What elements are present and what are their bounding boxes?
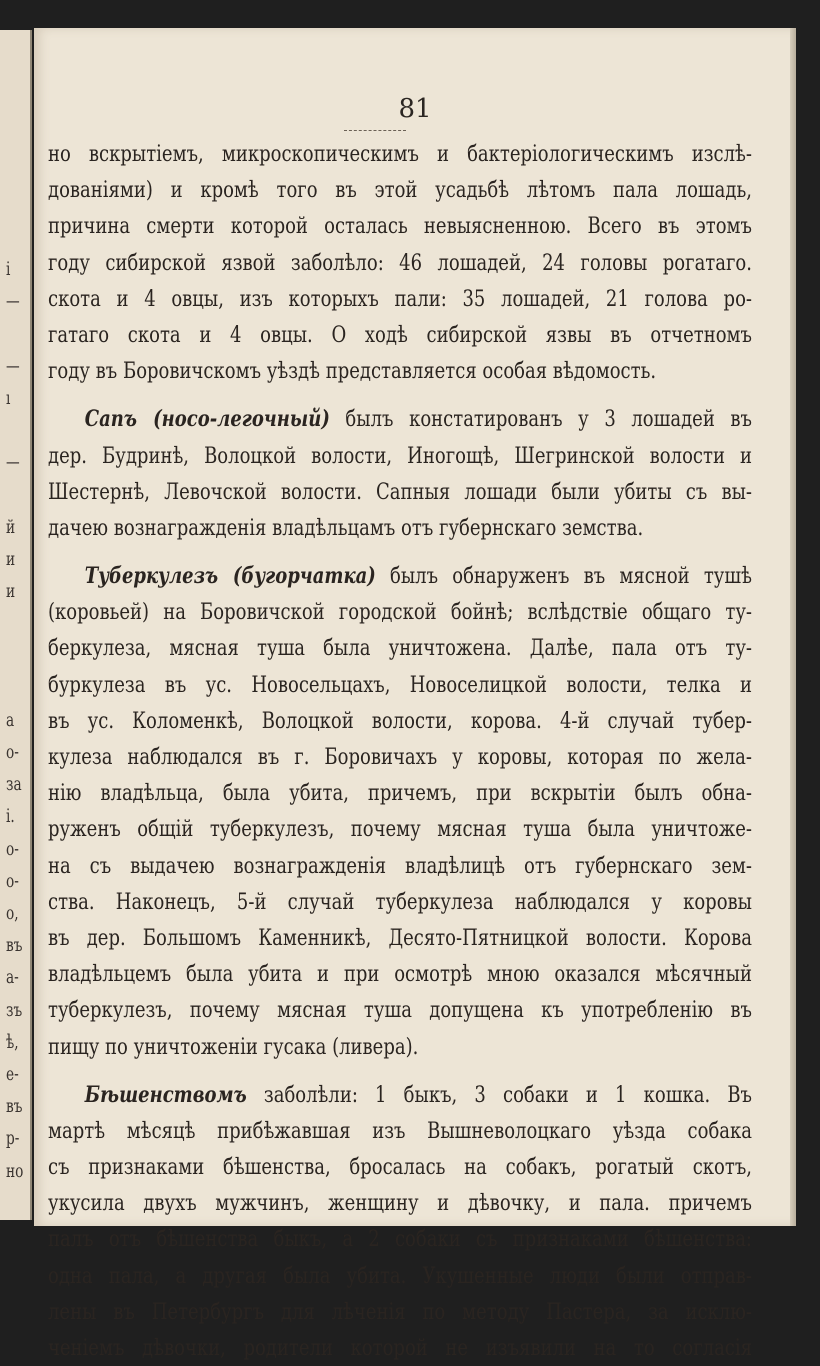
adjacent-page-fragment: е- (6, 1063, 19, 1085)
term-tuberculosis: Туберкулезъ (бугорчатка) (84, 563, 376, 590)
adjacent-page-fragment: въ (6, 1095, 23, 1118)
body-text (48, 136, 752, 1366)
text-line: съ признаками бѣшенства, бросалась на собакъ, рогатый скотъ, (48, 1154, 752, 1181)
adjacent-page-fragment: — (6, 290, 20, 313)
page-number: 81 (398, 94, 432, 124)
text-line: палъ отъ бѣшенства быкъ, а 2 собаки съ признаками бѣшенства: (48, 1226, 752, 1253)
adjacent-page-fragment: о- (6, 741, 19, 763)
text-line: пищу по уничтоженіи гусака (ливера). (48, 1033, 419, 1060)
text-line: причина смерти которой осталась невыясненною. Всего въ этомъ (48, 213, 752, 240)
adjacent-page-fragment: а- (6, 966, 19, 989)
text-line: руженъ общій туберкулезъ, почему мясная туша была уничтоже- (48, 816, 752, 843)
text-run: былъ констатированъ у 3 лошадей въ (329, 406, 752, 433)
text-line: Шестернѣ, Левочской волости. Сапныя лошади были убиты съ вы- (48, 478, 752, 505)
text-line: дер. Будринѣ, Волоцкой волости, Иногощѣ, Шегринской волости и (48, 442, 752, 469)
adjacent-page-fragment: за (6, 773, 22, 796)
text-line (48, 558, 752, 594)
adjacent-page-fragment: — (6, 354, 20, 377)
text-line: буркулеза въ ус. Новосельцахъ, Новоселицкой волости, телка и (48, 671, 752, 698)
text-line: мартѣ мѣсяцѣ прибѣжавшая изъ Вышневолоцкаго уѣзда собака (48, 1117, 752, 1144)
text-line: скота и 4 овцы, изъ которыхъ пали: 35 лошадей, 21 голова ро- (48, 285, 752, 312)
text-line: въ ус. Коломенкѣ, Волоцкой волости, корова. 4-й случай тубер- (48, 707, 752, 734)
adjacent-page-fragment: и (6, 547, 16, 570)
text-line: нію владѣльца, была убита, причемъ, при вскрытіи былъ обна- (48, 780, 752, 807)
text-line: ченіемъ дѣвочки, родители которой не изъявили на то согласія (48, 1335, 752, 1361)
text-line: дачею вознагражденія владѣльцамъ отъ губернскаго земства. (48, 514, 644, 541)
text-line: (коровьей) на Боровичской городской бойнѣ; вслѣдствіе общаго ту- (48, 599, 752, 626)
adjacent-page-fragment: зъ (6, 998, 23, 1021)
adjacent-page-fragment: о- (6, 869, 19, 892)
adjacent-page-fragment: і. (6, 805, 15, 828)
page-edge (790, 28, 796, 1226)
book-page (34, 28, 796, 1361)
adjacent-page-fragment: ı (6, 386, 11, 409)
adjacent-page-fragment: о- (6, 837, 19, 860)
adjacent-page-edge (0, 30, 32, 1220)
text-line: лены въ Петербургъ для лѣченія по методу Пастера, за исклю- (48, 1298, 752, 1325)
text-line: кулеза наблюдался въ г. Боровичахъ у коровы, которая по жела- (48, 744, 752, 770)
adjacent-page-fragment: й (6, 515, 16, 538)
adjacent-page-fragment: — (6, 451, 20, 474)
adjacent-page-fragment: и (6, 580, 16, 602)
adjacent-page-fragment: но (6, 1159, 24, 1182)
text-line: владѣльцемъ была убита и при осмотрѣ мною оказался мѣсячный (48, 961, 752, 988)
adjacent-page-fragment: ѣ, (6, 1030, 19, 1053)
adjacent-page-fragment: о, (6, 902, 19, 924)
adjacent-page-fragment: въ (6, 934, 23, 957)
text-line: въ дер. Большомъ Каменникѣ, Десято-Пятницкой волости. Корова (48, 924, 752, 951)
text-line (48, 401, 752, 437)
text-run: заболѣли: 1 быкъ, 3 собаки и 1 кошка. Въ (246, 1081, 753, 1108)
text-line: году въ Боровичскомъ уѣздѣ представляется особая вѣдомость. (48, 358, 657, 385)
text-line: на съ выдачею вознагражденія владѣлицѣ отъ губернскаго зем- (48, 852, 752, 879)
page-number-ornament (344, 126, 406, 131)
text-line: укусила двухъ мужчинъ, женщину и дѣвочку, и пала. причемъ (48, 1190, 752, 1217)
term-sap: Сапъ (носо-легочный) (84, 406, 330, 433)
text-line: году сибирской язвой заболѣло: 46 лошадей, 24 головы рогатаго. (48, 249, 752, 276)
text-line: одна пала, а другая была убита. Укушенные люди были отправ- (48, 1262, 752, 1289)
text-line: гатаго скота и 4 овцы. О ходѣ сибирской язвы въ отчетномъ (48, 321, 752, 348)
text-line: дованіями) и кромѣ того въ этой усадьбѣ лѣтомъ пала лошадь, (48, 177, 752, 204)
text-line: туберкулезъ, почему мясная туша допущена къ употребленію въ (48, 997, 752, 1024)
adjacent-page-fragment: а (6, 708, 15, 731)
text-line: но вскрытіемъ, микроскопическимъ и бактеріологическимъ изслѣ- (48, 141, 752, 167)
adjacent-page-fragment: і (6, 258, 11, 280)
text-line: беркулеза, мясная туша была уничтожена. Далѣе, пала отъ ту- (48, 635, 752, 662)
term-rabies: Бѣшенствомъ (84, 1081, 247, 1108)
adjacent-page-fragment: р- (6, 1127, 20, 1150)
text-line (48, 1077, 752, 1113)
text-line: ства. Наконецъ, 5-й случай туберкулеза наблюдался у коровы (48, 888, 752, 915)
text-run: былъ обнаруженъ въ мясной тушѣ (375, 563, 752, 590)
